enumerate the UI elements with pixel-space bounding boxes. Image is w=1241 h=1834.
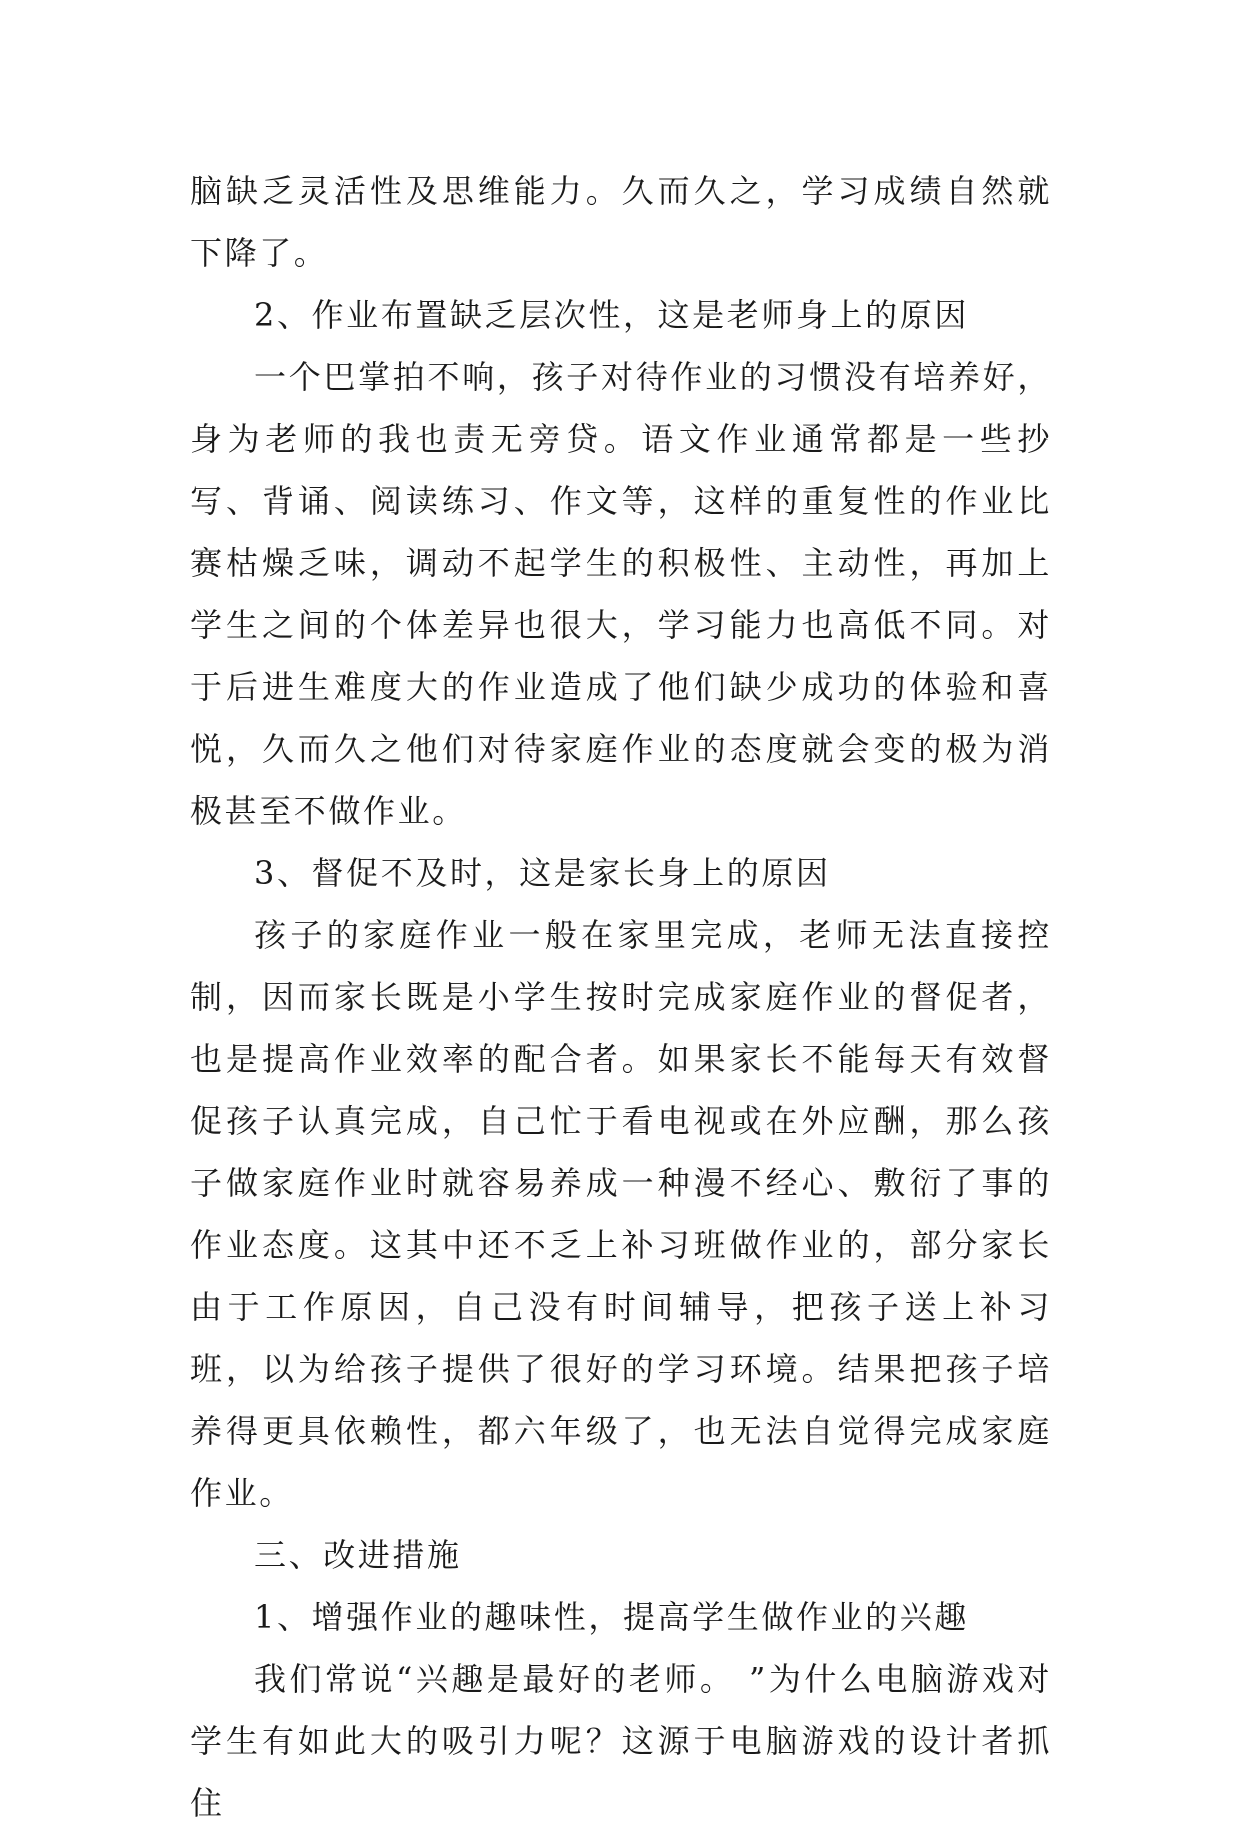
document-body	[190, 160, 1052, 1834]
paragraph-interest: 我们常说“兴趣是最好的老师。 ”为什么电脑游戏对学生有如此大的吸引力呢？这源于电脑游戏的设计者抓住	[190, 1660, 1052, 1822]
subheading-homework-interest: 1、增强作业的趣味性，提高学生做作业的兴趣	[254, 1598, 969, 1636]
subheading-parent-supervision: 3、督促不及时，这是家长身上的原因	[254, 854, 831, 892]
paragraph-parent-reason: 孩子的家庭作业一般在家里完成，老师无法直接控制，因而家长既是小学生按时完成家庭作业的督促者，也是提高作业效率的配合者。如果家长不能每天有效督促孩子认真完成，自己忙于看电视或在外应酬，那么孩子做家庭作业时就容易养成一种漫不经心、敷衍了事的作业态度。这其中还不乏上补习班做作业的，部分家长由于工作原因，自己没有时间辅导，把孩子送上补习班，以为给孩子提供了很好的学习环境。结果把孩子培养得更具依赖性，都六年级了，也无法自觉得完成家庭作业。	[190, 916, 1052, 1512]
paragraph-teacher-reason: 一个巴掌拍不响，孩子对待作业的习惯没有培养好，身为老师的我也责无旁贷。语文作业通常都是一些抄写、背诵、阅读练习、作文等，这样的重复性的作业比赛枯燥乏味，调动不起学生的积极性、主动性，再加上学生之间的个体差异也很大，学习能力也高低不同。对于后进生难度大的作业造成了他们缺少成功的体验和喜悦，久而久之他们对待家庭作业的态度就会变的极为消极甚至不做作业。	[190, 358, 1052, 830]
section-heading-improvements: 三、改进措施	[254, 1536, 462, 1574]
subheading-homework-layering: 2、作业布置缺乏层次性，这是老师身上的原因	[254, 296, 969, 334]
paragraph-continuation: 脑缺乏灵活性及思维能力。久而久之，学习成绩自然就下降了。	[190, 172, 1052, 272]
